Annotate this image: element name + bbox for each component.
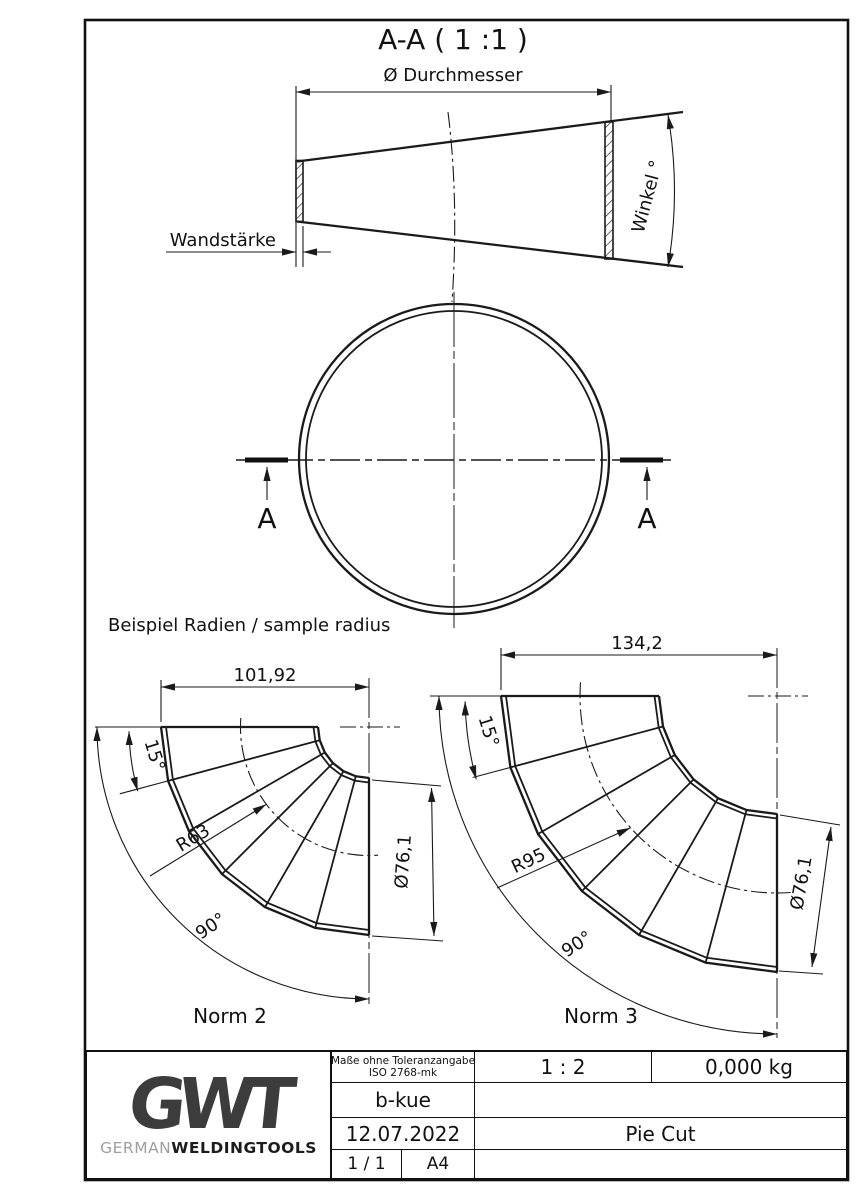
- section-marker-right: A: [637, 502, 657, 535]
- norm2-bend-radius-label: R63: [172, 820, 214, 857]
- empty-field-1: [475, 1083, 846, 1117]
- date-field: 12.07.2022: [332, 1118, 475, 1149]
- norm2-width-label: 101,92: [233, 665, 297, 686]
- creator-field: b-kue: [332, 1083, 475, 1117]
- norm2-view: [95, 665, 443, 1028]
- norm3-view: [430, 633, 840, 1038]
- norm2-segment-angle-label: 15°: [139, 737, 169, 774]
- angle-label: Winkel °: [627, 157, 668, 236]
- norm3-segment-angle-label: 15°: [473, 713, 503, 750]
- logo-monogram: GWT: [124, 1063, 293, 1145]
- scale-field: 1 : 2: [475, 1052, 652, 1082]
- norm3-name: Norm 3: [564, 1004, 638, 1028]
- norm3-bend-radius-label: R95: [508, 844, 550, 879]
- title-block: [85, 1050, 848, 1180]
- section-marker-left: A: [257, 502, 277, 535]
- norm2-fan: [95, 718, 378, 935]
- norm3-sweep-angle-label: 90°: [557, 926, 597, 962]
- section-view: [166, 23, 683, 302]
- left-wall-hatch: [296, 161, 303, 222]
- weight-field: 0,000 kg: [705, 1055, 793, 1079]
- norm2-name: Norm 2: [193, 1004, 267, 1028]
- section-title: A-A ( 1 :1 ): [378, 23, 528, 56]
- norm3-pipe-diameter-label: Ø76,1: [786, 854, 817, 912]
- sample-radius-heading: Beispiel Radien / sample radius: [108, 615, 391, 636]
- logo-wordmark-light: GERMAN: [100, 1139, 172, 1157]
- sheet-field: 1 / 1: [332, 1150, 402, 1178]
- tolerance-note-line1: Maße ohne Toleranzangabe: [330, 1055, 476, 1067]
- angle-dimension: [628, 115, 675, 267]
- norm2-pipe-diameter-label: Ø76,1: [391, 833, 416, 890]
- tolerance-note: [332, 1052, 475, 1082]
- company-logo: [87, 1052, 332, 1178]
- right-wall-hatch: [605, 122, 613, 259]
- part-name-field: Pie Cut: [625, 1121, 696, 1146]
- logo-wordmark-bold: WELDINGTOOLS: [171, 1139, 317, 1157]
- diameter-label: Ø Durchmesser: [383, 65, 523, 86]
- empty-field-2: [475, 1150, 846, 1178]
- tolerance-note-line2: ISO 2768-mk: [368, 1067, 438, 1079]
- title-block-fields: [332, 1052, 846, 1178]
- wall-thickness-label: Wandstärke: [169, 230, 276, 251]
- wall-thickness-dimension: [166, 226, 331, 267]
- paper-format-field: A4: [402, 1150, 475, 1178]
- plan-view: [236, 292, 671, 628]
- cone-outline: [296, 112, 683, 302]
- norm3-width-label: 134,2: [611, 633, 663, 654]
- norm2-sweep-angle-label: 90°: [191, 908, 231, 945]
